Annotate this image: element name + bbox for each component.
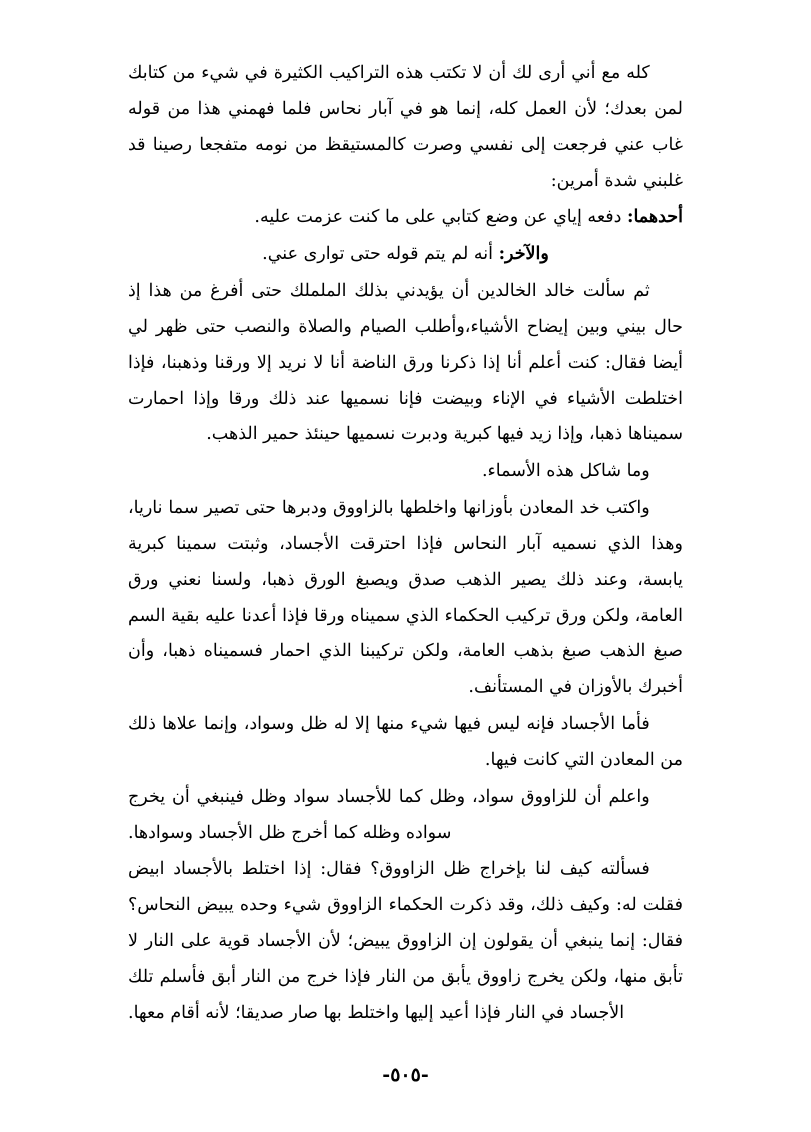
page-number: -٥٠٥- <box>382 1064 429 1086</box>
paragraph-2 <box>128 200 683 236</box>
paragraph-6: واكتب خد المعادن بأوزانها واخلطها بالزاووق ودبرها حتى تصير سما ناريا، وهذا الذي نسميه آبار النحاس فإذا احترقت الأجساد، وثبتت سمينا كبرية يابسة، وعند ذلك يصير الذهب صدق ويصبغ الورق ذهبا، ولسنا نعني ورق العامة، ولكن ورق تركيب الحكماء الذي سميناه ورقا فإذا أعدنا عليه بقية السم صبغ الذهب صبغ بذهب العامة، ولكن تركيبنا الذي احمار فسميناه ذهبا، وأن أخبرك بالأوزان في المستأنف. <box>128 497 683 698</box>
paragraph-9: فسألته كيف لنا بإخراج ظل الزاووق؟ فقال: إذا اختلط بالأجساد ابيض فقلت له: وكيف ذلك، وقد ذكرت الحكماء الزاووق شيء وحده يبيض النحاس؟ فقال: إنما ينبغي أن يقولون إن الزاووق يبيض؛ لأن الأجساد قوية على النار لا تأبق منها، ولكن يخرج زاووق يأبق من النار فإذا خرج من النار أبق فأسلم تلك الأجساد في النار فإذا أعيد إليها واختلط بها صار صديقا؛ لأنه أقام معها. <box>128 859 683 1023</box>
paragraph-3 <box>128 237 683 273</box>
paragraph-1: كله مع أني أرى لك أن لا تكتب هذه التراكيب الكثيرة في شيء من كتابك لمن بعدك؛ لأن العمل كله، إنما هو في آبار نحاس فلما فهمني هذا من قوله غاب عني فرجعت إلى نفسي وصرت كالمستيقظ من نومه متفجعا رصينا قد غلبني شدة أمرين: <box>128 63 683 191</box>
paragraph-7: فأما الأجساد فإنه ليس فيها شيء منها إلا له ظل وسواد، وإنما علاها ذلك من المعادن التي كانت فيها. <box>128 714 683 770</box>
paragraph-2-lead: أحدهما: <box>626 207 683 228</box>
paragraph-3-text: أنه لم يتم قوله حتى توارى عني. <box>262 244 499 265</box>
paragraph-5: وما شاكل هذه الأسماء. <box>481 461 650 482</box>
paragraph-3-lead: والآخر: <box>498 244 549 265</box>
paragraph-8: واعلم أن للزاووق سواد، وظل كما للأجساد سواد وظل فينبغي أن يخرج سواده وظله كما أخرج ظل الأجساد وسوادها. <box>128 786 650 843</box>
page-body <box>128 56 683 1032</box>
paragraph-2-text: دفعه إياي عن وضع كتابي على ما كنت عزمت عليه. <box>254 207 627 228</box>
paragraph-4: ثم سألت خالد الخالدين أن يؤيدني بذلك الململك حتى أفرغ من هذا إذ حال بيني وبين إيضاح الأشياء،وأطلب الصيام والصلاة والنصب حتى ظهر لي أيضا فقال: كنت أعلم أنا إذا ذكرنا ورق الناضة أنا لا نريد إلا ورقنا وذهبنا، فإذا اختلطت الأشياء في الإناء وبيضت فإنا نسميها عند ذلك ورقا وإذا احمارت سميناها ذهبا، وإذا زيد فيها كبرية ودبرت نسميها حينئذ حمير الذهب. <box>128 280 683 445</box>
